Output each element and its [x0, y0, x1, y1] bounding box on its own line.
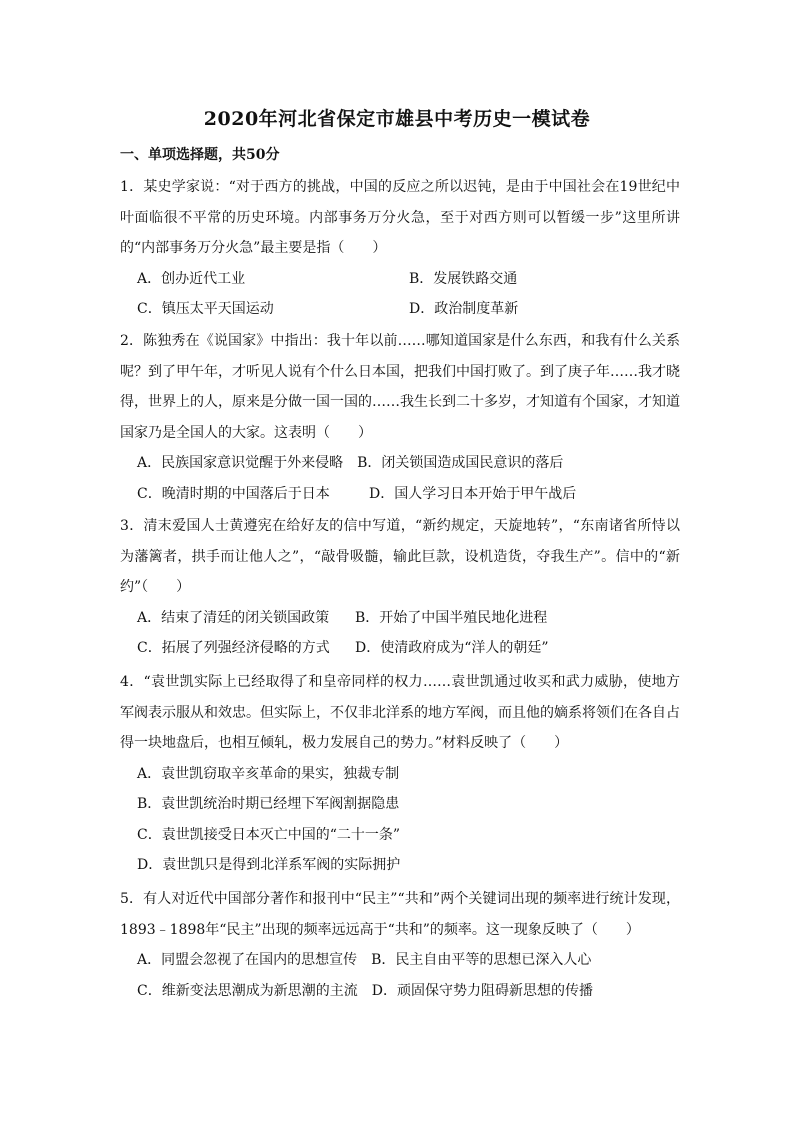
option-b: B．开始了中国半殖民地化进程: [355, 609, 548, 626]
question-stem: 5．有人对近代中国部分著作和报刊中“民主”“共和”两个关键词出现的频率进行统计发现，1893﹣1898年“民主”出现的频率远远高于“共和”的频率。这一现象反映了（ ）: [120, 891, 680, 938]
option-b: B．发展铁路交通: [409, 270, 518, 287]
option-a: A．民族国家意识觉醒于外来侵略: [137, 455, 344, 471]
section-heading: 一、单项选择题，共50分: [120, 147, 280, 163]
option-b: B．袁世凯统治时期已经埋下军阀割据隐患: [137, 796, 400, 812]
question-1: [120, 172, 680, 325]
option-d: D．国人学习日本开始于甲午战后: [369, 485, 577, 502]
option-d: D．使清政府成为“洋人的朝廷”: [355, 640, 549, 656]
option-c: C．维新变法思潮成为新思潮的主流: [137, 982, 358, 999]
option-c: C．镇压太平天国运动: [137, 301, 274, 317]
question-2: [120, 326, 680, 509]
option-d: D．顽固保守势力阻碍新思想的传播: [371, 982, 593, 999]
option-b: B．闭关锁国造成国民意识的落后: [357, 455, 564, 471]
options: [137, 264, 680, 325]
question-stem: 1．某史学家说：“对于西方的挑战，中国的反应之所以迟钝，是由于中国社会在19世纪中叶面临很不平常的历史环境。内部事务万分火急，至于对西方则可以暂缓一步”这里所讲的“内部事务万分火急”最主要是指（ ）: [120, 179, 680, 256]
exam-title: 2020年河北省保定市雄县中考历史一模试卷: [203, 108, 591, 130]
question-3: [120, 511, 680, 664]
option-d: D．袁世凯只是得到北洋系军阀的实际拥护: [137, 857, 401, 873]
option-a: A．结束了清廷的闭关锁国政策: [137, 609, 330, 626]
option-a: A．创办近代工业: [137, 270, 246, 287]
question-stem: 3．清末爱国人士黄遵宪在给好友的信中写道，“新约规定，天旋地转”，“东南诸省所恃以为藩篱者，拱手而让他人之”，“敲骨吸髓，输此巨款，设机造货，夺我生产”。信中的“新约”（ ）: [120, 518, 680, 595]
option-c: C．袁世凯接受日本灭亡中国的“二十一条”: [137, 826, 401, 843]
question-stem: 2．陈独秀在《说国家》中指出：我十年以前……哪知道国家是什么东西，和我有什么关系呢？到了甲午年，才听见人说有个什么日本国，把我们中国打败了。到了庚子年……我才晓得，世界上的人，原来是分做一国一国的……我生长到二十多岁，才知道有个国家，才知道国家乃是全国人的大家。这表明（ ）: [120, 333, 680, 441]
options: [137, 448, 680, 509]
option-d: D．政治制度革新: [409, 301, 519, 317]
option-a: A．同盟会忽视了在国内的思想宣传: [137, 952, 358, 968]
question-stem: 4．“袁世凯实际上已经取得了和皇帝同样的权力……袁世凯通过收买和武力威胁，使地方军阀表示服从和效忠。但实际上，不仅非北洋系的地方军阀，而且他的嫡系将领们在各自占得一块地盘后，也相互倾轧，极力发展自己的势力。”材料反映了（ ）: [120, 674, 680, 751]
option-c: C．拓展了列强经济侵略的方式: [137, 640, 330, 656]
question-4: [120, 667, 680, 881]
option-a: A．袁世凯窃取辛亥革命的果实，独裁专制: [137, 765, 400, 782]
options: [137, 945, 680, 1006]
options: [137, 603, 680, 664]
question-5: [120, 884, 680, 1006]
option-b: B．民主自由平等的思想已深入人心: [371, 952, 592, 968]
options: [137, 759, 680, 881]
option-c: C．晚清时期的中国落后于日本: [137, 485, 330, 502]
